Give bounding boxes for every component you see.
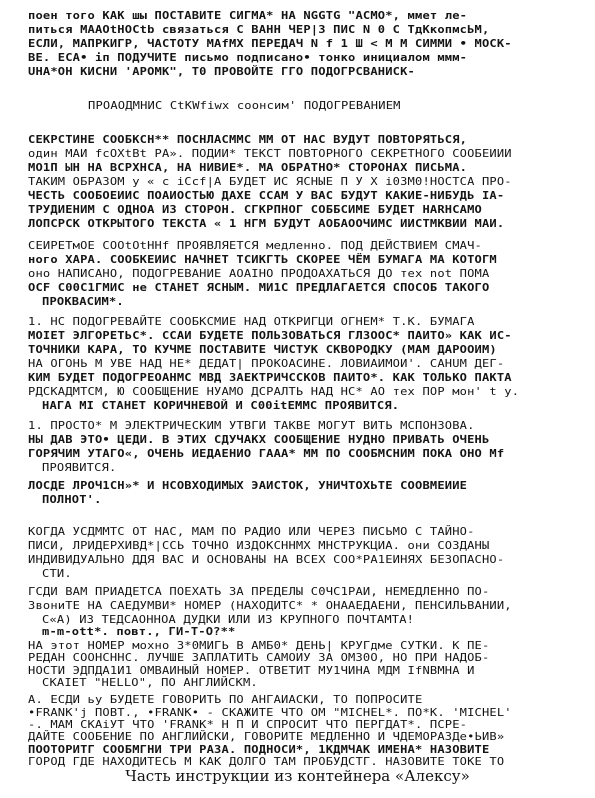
text-line: КОГДА УСДММТС ОТ НАС, МАМ ПО РАДИО ИЛИ ЧЕРЕЗ ПИСЬМО С ТАЙНО-: [28, 526, 475, 538]
text-line: СКАIЕТ "HELLO", ПО АНГЛИЙСКМ.: [42, 676, 258, 689]
text-line: оно НАПИСАНО, ПОДОГРЕВАНИЕ АОАIНО ПРОДОАХАТЬСЯ ДО тех nоt ПОМА: [28, 268, 490, 280]
text-line: •FRANK'j ПОВТ., •FRANK• - СКАЖИТЕ ЧТО ОМ "MICHEL*. ПО*К. 'MICHEL': [28, 706, 512, 719]
text-line: КИМ БУДЕТ ПОДОГРЕОАНМС МВД ЗАЕКТРИЧССКОВ ПАИТО*. КАК ТОЛЬКО ПАКТА: [28, 372, 512, 384]
text-line: m-m-ott*. повт., ГИ-Т-О?**: [42, 625, 236, 638]
text-line: ЛОПСРСК ОТКРЫТОГО ТЕКСТА « 1 НГМ БУДУТ АОБАООЧИМС ИИСТМКВИИ МАИ.: [28, 218, 505, 230]
text-line: один МАИ fcOXtBt РА». ПОДИИ* ТЕКСТ ПОВТОРНОГО СЕКРЕТНОГО СООБЕИИИ: [28, 148, 512, 160]
text-line: СЕИРЕТмОЕ СООtОtННf ПРОЯВЛЯЕТСЯ медленно. ПОД ДЕЙСТВИЕМ СМАЧ-: [28, 240, 482, 252]
text-line: 1. НС ПОДОГРЕВАЙТЕ СООБКСМИЕ НАД ОТКРИГЦИ ОГНЕМ* Т.К. БУМАГА: [28, 316, 475, 328]
text-line: ТОЧНИКИ КАРА, ТО КУЧМЕ ПОСТАВИТЕ ЧИСТУК СКВОРОДКУ (МАМ ДАРООИМ): [28, 344, 497, 356]
text-line: ТРУДИЕНИМ С ОДНОА ИЗ СТОРОН. СГКРПНОГ СОББСИМЕ БУДЕТ НАRНСАМО: [28, 204, 482, 216]
text-line: ТАКИМ ОБРАЗОМ у « с iCcf|A БУДЕТ ИС ЯСНЫЕ П У Х i0ЗМ0!НОСТСА ПРО-: [28, 176, 512, 188]
text-line: НОСТИ ЭДПДА1И1 ОМВАИНЫЙ НОМЕР. ОТВЕТИТ МУ1ЧИНА МДМ IfNВМНА И: [28, 664, 475, 677]
text-line: НЫ ДАВ ЭТО• ЦЕДИ. В ЭТИХ СДУЧАКХ СООБЩЕНИЕ НУДНО ПРИВАТЬ ОЧЕНЬ: [28, 434, 490, 446]
text-line: РДСКАДМТСМ, Ю СООБЩЕНИЕ НУАМО ДСРАЛТЬ НАД НС* АО тех ПОР мон' t y.: [28, 386, 520, 398]
text-line: НА ОГОНЬ М УВЕ НАД НЕ* ДЕДАТ| ПРОКОАСИНЕ. ЛОВИАИМОИ'. САНUМ ДЕГ-: [28, 358, 505, 370]
text-line: ВЕ. ЕСА• iп ПОДУЧИТЕ письмо подписано• тонко инициалом ммм-: [28, 52, 468, 64]
text-line: UHA*ОН КИСНИ 'АРОМК", Т0 ПРОВОЙТЕ ГГО ПОДОГРСВАНИСК-: [28, 66, 416, 78]
text-line: А. ЕСДИ ьу БУДЕТЕ ГОВОРИТЬ ПО АНГАИАСКИ, ТО ПОПРОСИТЕ: [28, 694, 423, 707]
text-line: МОIЕТ ЭЛГОРЕТЬС*. ССАИ БУДЕТЕ ПОЛЬЗОВАТЬСЯ ГЛЗООС* ПАИТО» КАК ИС-: [28, 330, 512, 342]
text-line: МО1П ЫН НА ВСРХНСА, НА НИВИЕ*. МА ОБРАТНО* СТОРОНАХ ПИСЬМА.: [28, 162, 468, 174]
text-line: ПРОЯВИТСЯ.: [42, 462, 117, 474]
text-line: СЕКРСТИНЕ СООБКСН** ПОСНЛАСММС ММ ОТ НАС ВУДУТ ПОВТОРЯТЬСЯ,: [28, 134, 468, 146]
text-line: ПИСИ, ЛРИДЕРХИВД*|ССЬ ТОЧНО ИЗДОКСННМХ МНСТРУКЦИА. они СОЗДАНЫ: [28, 540, 490, 552]
text-line: РЕДАН СООНСННС. ЛУЧШЕ ЗАПЛАТИТЬ САМОИУ ЗА ОМЗ0О, НО ПРИ НАДОБ-: [28, 652, 490, 665]
figure-caption: Часть инструкции из контейнера «Алексу»: [125, 767, 470, 785]
text-line: ЛОСДЕ ЛРОЧ1СН»* И НСОВХОДИМЫХ ЭАИСТОК, УНИЧТОХЬТЕ СООВМЕИИЕ: [28, 480, 468, 492]
text-line: 1. ПРОСТО* М ЭЛЕКТРИЧЕСКИМ УТВГИ ТАКВЕ МОГУТ ВИТЬ МСПОНЗОВА.: [28, 420, 475, 432]
text-line: ЗвониТЕ НА САЕДУМВИ* НОМЕР (НАХОДИТС* * ОНААЕДАЕНИ, ПЕНСИЛЬВАНИИ,: [28, 600, 512, 612]
text-line: ЧЕСТЬ СООБОЕИИС ПОАИОСТЬЮ ДАХЕ ССАМ У ВАС БУДУТ КАКИЕ-НИБУДЬ IА-: [28, 190, 505, 202]
text-line: -. МАМ СКАiУТ ЧТО 'FRANK* Н П И СПРОСИТ ЧТО ПЕРГДАТ*. ПСРЕ-: [28, 719, 468, 732]
text-line: ЕСЛИ, МАПРКИГР, ЧАСТОТУ МАfМХ ПЕРЕДАЧ N f 1 Ш < М М СИММИ • МОСК-: [28, 38, 512, 50]
text-line: НАГА МI СТАНЕТ КОРИЧНЕВОЙ И С00itЕММС ПРОЯВИТСЯ.: [42, 400, 400, 412]
text-line: ГОРЯЧИМ УТАГО«, ОЧЕНЬ ИЕДАЕНИО ГААА* ММ ПО СООБМСНИМ ПОКА ОНО Мf: [28, 448, 505, 460]
text-line: ОСF С00С1ГМИС не СТАНЕТ ЯСНЫМ. МИ1С ПРЕДЛАГАЕТСЯ СПОСОБ ТАКОГО: [28, 282, 490, 294]
text-line: ДАЙТЕ СООБЕНИЕ ПО АНГЛИЙСКИ, ГОВОРИТЕ МЕДЛЕННО И ЧДЕМОРАЗДе•ЬИВ»: [28, 731, 505, 744]
text-line: СТИ.: [42, 568, 72, 580]
text-line: НА этот НОМЕР мохно З*0МИГЬ В АМБ0* ДЕНЬ| КРУГдме СУТКИ. К ПЕ-: [28, 639, 490, 652]
text-line: ИНДИВИДУАЛЬНО ДДЯ ВАС И ОСНОВАНЫ НА ВСЕХ СОО*РА1ЕИНЯХ БЕЗОПАСНО-: [28, 554, 505, 566]
text-line: поен того КАК шы ПОСТАВИТЕ СИГМА* НА NGGTG "АСМО*, ммет ле-: [28, 10, 468, 22]
text-line: С«А) ИЗ ТЕДСАОННОА ДУДКИ ИЛИ ИЗ КРУПНОГО ПОЧТАМТА!: [42, 613, 415, 626]
text-line: питься МААОtНОСtb связаться С ВАНН ЧЕР|3 ПИС N 0 С ТдКкопмсЬМ,: [28, 24, 490, 36]
text-line: ПРОАОДМНИС CtKWfiwx cooнсим' ПОДОГРЕВАНИЕМ: [88, 100, 401, 112]
text-line: ГОРОД ГДЕ НАХОДИТЕСЬ М КАК ДОЛГО ТАМ ПРОБУДСТГ. НАЗОВИТЕ ТОКЕ ТО: [28, 756, 505, 769]
text-line: ного ХАРА. СООБКЕИИС НАЧНЕТ ТСИКГТЬ СКОРЕЕ ЧЁМ БУМАГА МА КОТОГМ: [28, 254, 497, 266]
text-line: ПРОКВАСИМ*.: [42, 296, 124, 308]
text-line: ПОЛНОТ'.: [42, 494, 102, 506]
text-line: ГСДИ ВАМ ПРИАДЕТСА ПОЕХАТЬ ЗА ПРЕДЕЛЫ С0ЧС1РАИ, НЕМЕДЛЕННО ПО-: [28, 586, 490, 598]
text-line: ПООТОРИТГ СООБМГНИ ТРИ РАЗА. ПОДНОСИ*, 1КДМЧАК ИМЕНА* НАЗОВИТЕ: [28, 743, 490, 756]
